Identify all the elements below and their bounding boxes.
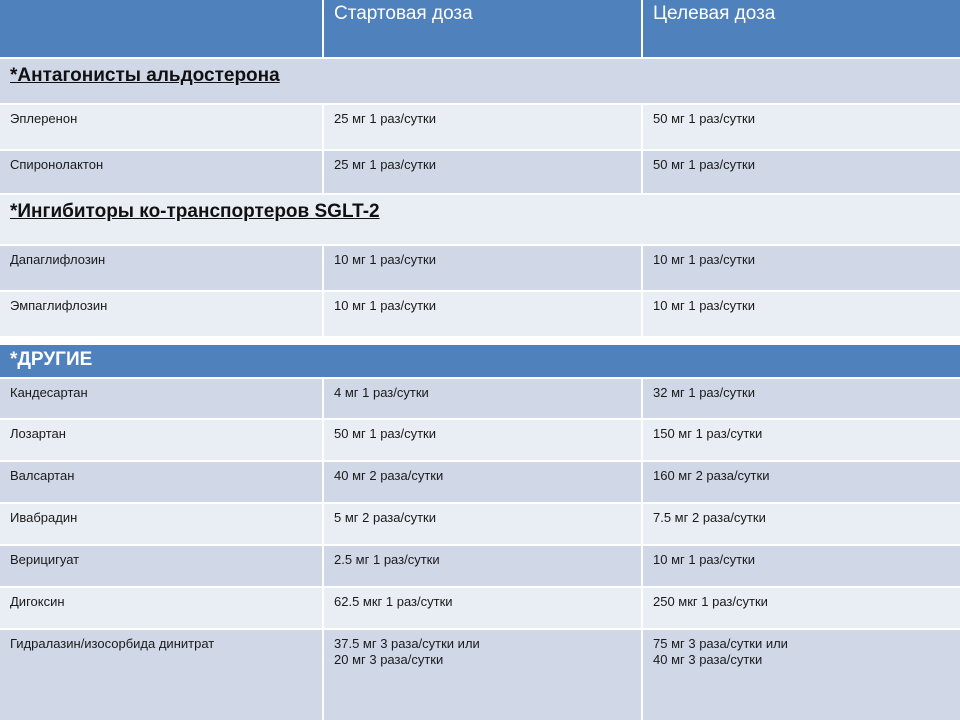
table-row [0, 151, 960, 193]
start-dose: 4 мг 1 раз/сутки [322, 379, 639, 418]
drug-name: Дигоксин [10, 594, 65, 609]
target-dose: 160 мг 2 раза/сутки [641, 462, 960, 502]
header-col-target-dose: Целевая доза [641, 0, 960, 57]
start-dose: 5 мг 2 раза/сутки [322, 504, 639, 544]
drug-name: Валсартан [10, 468, 75, 483]
table-header [0, 0, 960, 57]
start-dose: 10 мг 1 раз/сутки [322, 292, 639, 336]
target-dose: 75 мг 3 раза/сутки или 40 мг 3 раза/сутки [641, 630, 960, 720]
start-dose: 40 мг 2 раза/сутки [322, 462, 639, 502]
drug-name: Дапаглифлозин [10, 252, 106, 267]
drug-name: Гидралазин/изосорбида динитрат [10, 636, 215, 651]
section-others [0, 345, 960, 377]
drug-name: Кандесартан [10, 385, 88, 400]
table-row [0, 105, 960, 149]
table-row [0, 588, 960, 628]
target-dose: 50 мг 1 раз/сутки [641, 151, 960, 193]
drug-name: Лозартан [10, 426, 66, 441]
section-title: *Ингибиторы ко-транспортеров SGLT-2 [10, 201, 380, 222]
section-aldosterone-antagonists [0, 59, 960, 103]
section-sglt2-inhibitors [0, 195, 960, 244]
section-title: *Антагонисты альдостерона [10, 65, 280, 86]
drug-name: Эмпаглифлозин [10, 298, 108, 313]
target-dose: 250 мкг 1 раз/сутки [641, 588, 960, 628]
drug-name: Спиронолактон [10, 157, 104, 172]
header-col-start-dose: Стартовая доза [322, 0, 639, 57]
start-dose: 62.5 мкг 1 раз/сутки [322, 588, 639, 628]
target-dose: 10 мг 1 раз/сутки [641, 246, 960, 290]
table-row [0, 462, 960, 502]
table-row [0, 379, 960, 418]
start-dose: 10 мг 1 раз/сутки [322, 246, 639, 290]
target-dose: 10 мг 1 раз/сутки [641, 546, 960, 586]
start-dose: 25 мг 1 раз/сутки [322, 151, 639, 193]
table-row [0, 292, 960, 336]
start-dose: 2.5 мг 1 раз/сутки [322, 546, 639, 586]
table-row [0, 246, 960, 290]
target-dose: 150 мг 1 раз/сутки [641, 420, 960, 460]
target-dose: 50 мг 1 раз/сутки [641, 105, 960, 149]
section-title: *ДРУГИЕ [10, 349, 93, 370]
start-dose: 25 мг 1 раз/сутки [322, 105, 639, 149]
table-row [0, 420, 960, 460]
drug-name: Эплеренон [10, 111, 78, 126]
drug-name: Ивабрадин [10, 510, 78, 525]
table-row [0, 630, 960, 720]
start-dose: 50 мг 1 раз/сутки [322, 420, 639, 460]
target-dose: 7.5 мг 2 раза/сутки [641, 504, 960, 544]
table-row [0, 546, 960, 586]
table-row [0, 504, 960, 544]
drug-name: Верицигуат [10, 552, 80, 567]
header-col-drug [0, 0, 320, 57]
target-dose: 10 мг 1 раз/сутки [641, 292, 960, 336]
target-dose: 32 мг 1 раз/сутки [641, 379, 960, 418]
start-dose: 37.5 мг 3 раза/сутки или 20 мг 3 раза/сутки [322, 630, 639, 720]
